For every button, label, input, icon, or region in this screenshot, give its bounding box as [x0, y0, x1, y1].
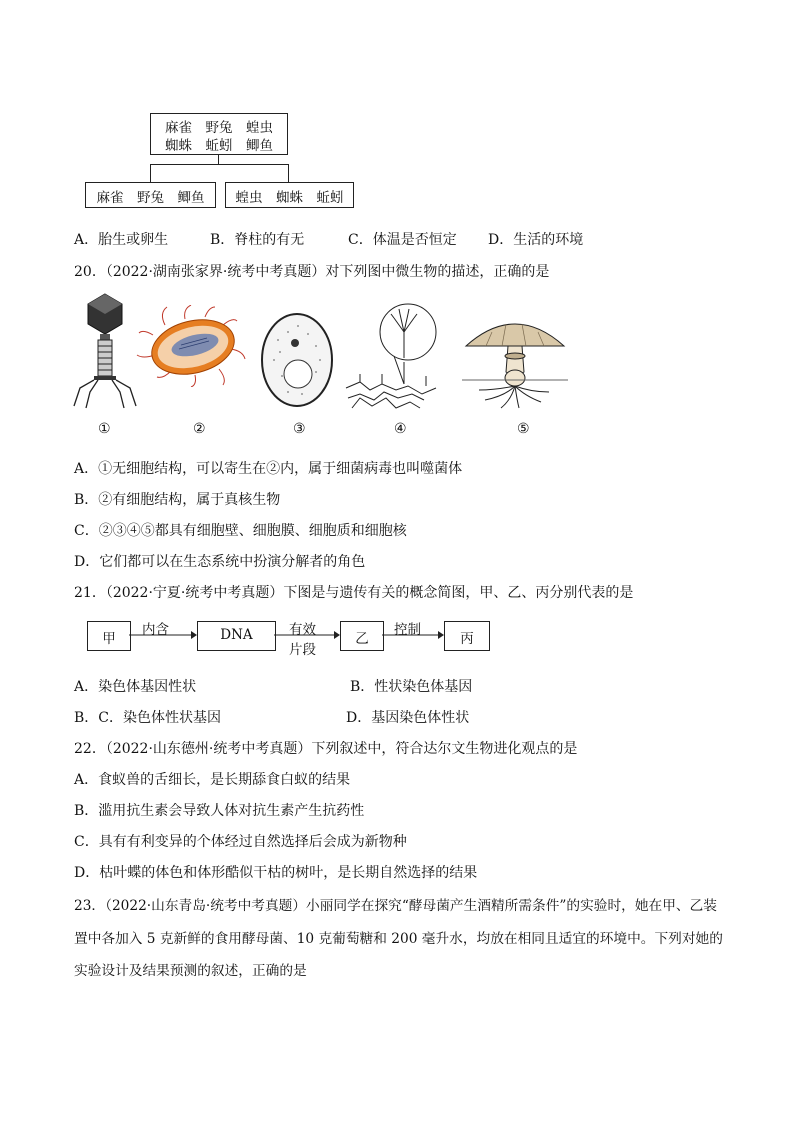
- flow-arrow-label-2-top: 有效: [289, 622, 316, 638]
- q23-line-2: 置中各加入 5 克新鲜的食用酵母菌、10 克葡萄糖和 200 毫升水，均放在相同且适宜的环境中。下列对她的: [74, 931, 723, 947]
- figure-label-4: ④: [394, 421, 407, 437]
- q21-option-d: D．基因染色体性状: [346, 710, 470, 726]
- q20-stem: 20．（2022·湖南张家界·统考中考真题）对下列图中微生物的描述，正确的是: [74, 264, 550, 280]
- q23-line-1: 23．（2022·山东青岛·统考中考真题）小丽同学在探究“酵母菌产生酒精所需条件”的实验时，她在甲、乙装: [74, 898, 717, 914]
- flow-arrow-1: [129, 630, 197, 640]
- q23-line-3: 实验设计及结果预测的叙述，正确的是: [74, 963, 307, 979]
- q21-option-b: B．性状染色体基因: [350, 679, 473, 695]
- left-group-text: 麻雀 野兔 鲫鱼: [96, 190, 205, 206]
- mushroom-figure: [462, 312, 568, 412]
- connector-horizontal: [150, 164, 289, 165]
- flow-arrow-label-3: 控制: [394, 622, 421, 638]
- flow-box-yi: 乙: [340, 621, 384, 651]
- top-group-row2: 蜘蛛 蚯蚓 鲫鱼: [165, 138, 273, 154]
- q21-option-c: B．C．染色体性状基因: [74, 710, 221, 726]
- flow-box-bing: 丙: [444, 621, 490, 651]
- figure-label-3: ③: [293, 421, 306, 437]
- q20-option-c: C．②③④⑤都具有细胞壁、细胞膜、细胞质和细胞核: [74, 523, 407, 539]
- connector-vertical: [218, 154, 219, 164]
- top-group-box: [150, 113, 288, 155]
- q22-option-d: D．枯叶蝶的体色和体形酷似干枯的树叶，是长期自然选择的结果: [74, 865, 478, 881]
- q22-option-c: C．具有有利变异的个体经过自然选择后会成为新物种: [74, 834, 407, 850]
- flow-box-jia: 甲: [87, 621, 131, 651]
- q21-stem: 21．（2022·宁夏·统考中考真题）下图是与遗传有关的概念简图，甲、乙、丙分别代表的是: [74, 585, 634, 601]
- bacterium-figure: [135, 305, 247, 387]
- bacteriophage-figure: [70, 292, 140, 410]
- flow-arrow-label-2-bottom: 片段: [289, 642, 316, 658]
- q19-option-d: D．生活的环境: [488, 232, 584, 248]
- q22-option-b: B．滥用抗生素会导致人体对抗生素产生抗药性: [74, 803, 365, 819]
- figure-label-2: ②: [193, 421, 206, 437]
- q19-option-b: B．脊柱的有无: [210, 232, 305, 248]
- q20-option-a: A．①无细胞结构，可以寄生在②内，属于细菌病毒也叫噬菌体: [74, 461, 463, 477]
- left-group-box: [85, 182, 216, 208]
- right-group-text: 蝗虫 蜘蛛 蚯蚓: [235, 190, 344, 206]
- figure-label-5: ⑤: [517, 421, 530, 437]
- mold-figure: [342, 302, 442, 414]
- q22-stem: 22．（2022·山东德州·统考中考真题）下列叙述中，符合达尔文生物进化观点的是: [74, 741, 578, 757]
- q20-option-d: D．它们都可以在生态系统中扮演分解者的角色: [74, 554, 366, 570]
- figure-label-1: ①: [98, 421, 111, 437]
- right-group-box: [225, 182, 354, 208]
- connector-right: [288, 164, 289, 182]
- q20-option-b: B．②有细胞结构，属于真核生物: [74, 492, 281, 508]
- q21-option-a: A．染色体基因性状: [74, 679, 197, 695]
- connector-left: [150, 164, 151, 182]
- flow-arrow-label-1: 内含: [142, 622, 169, 638]
- top-group-row1: 麻雀 野兔 蝗虫: [165, 120, 273, 136]
- q19-option-c: C．体温是否恒定: [348, 232, 457, 248]
- q19-option-a: A．胎生或卵生: [74, 232, 169, 248]
- yeast-cell-figure: [258, 310, 336, 410]
- q22-option-a: A．食蚁兽的舌细长，是长期舔食白蚁的结果: [74, 772, 351, 788]
- flow-box-dna: DNA: [197, 621, 276, 651]
- flow-arrow-3: [382, 630, 444, 640]
